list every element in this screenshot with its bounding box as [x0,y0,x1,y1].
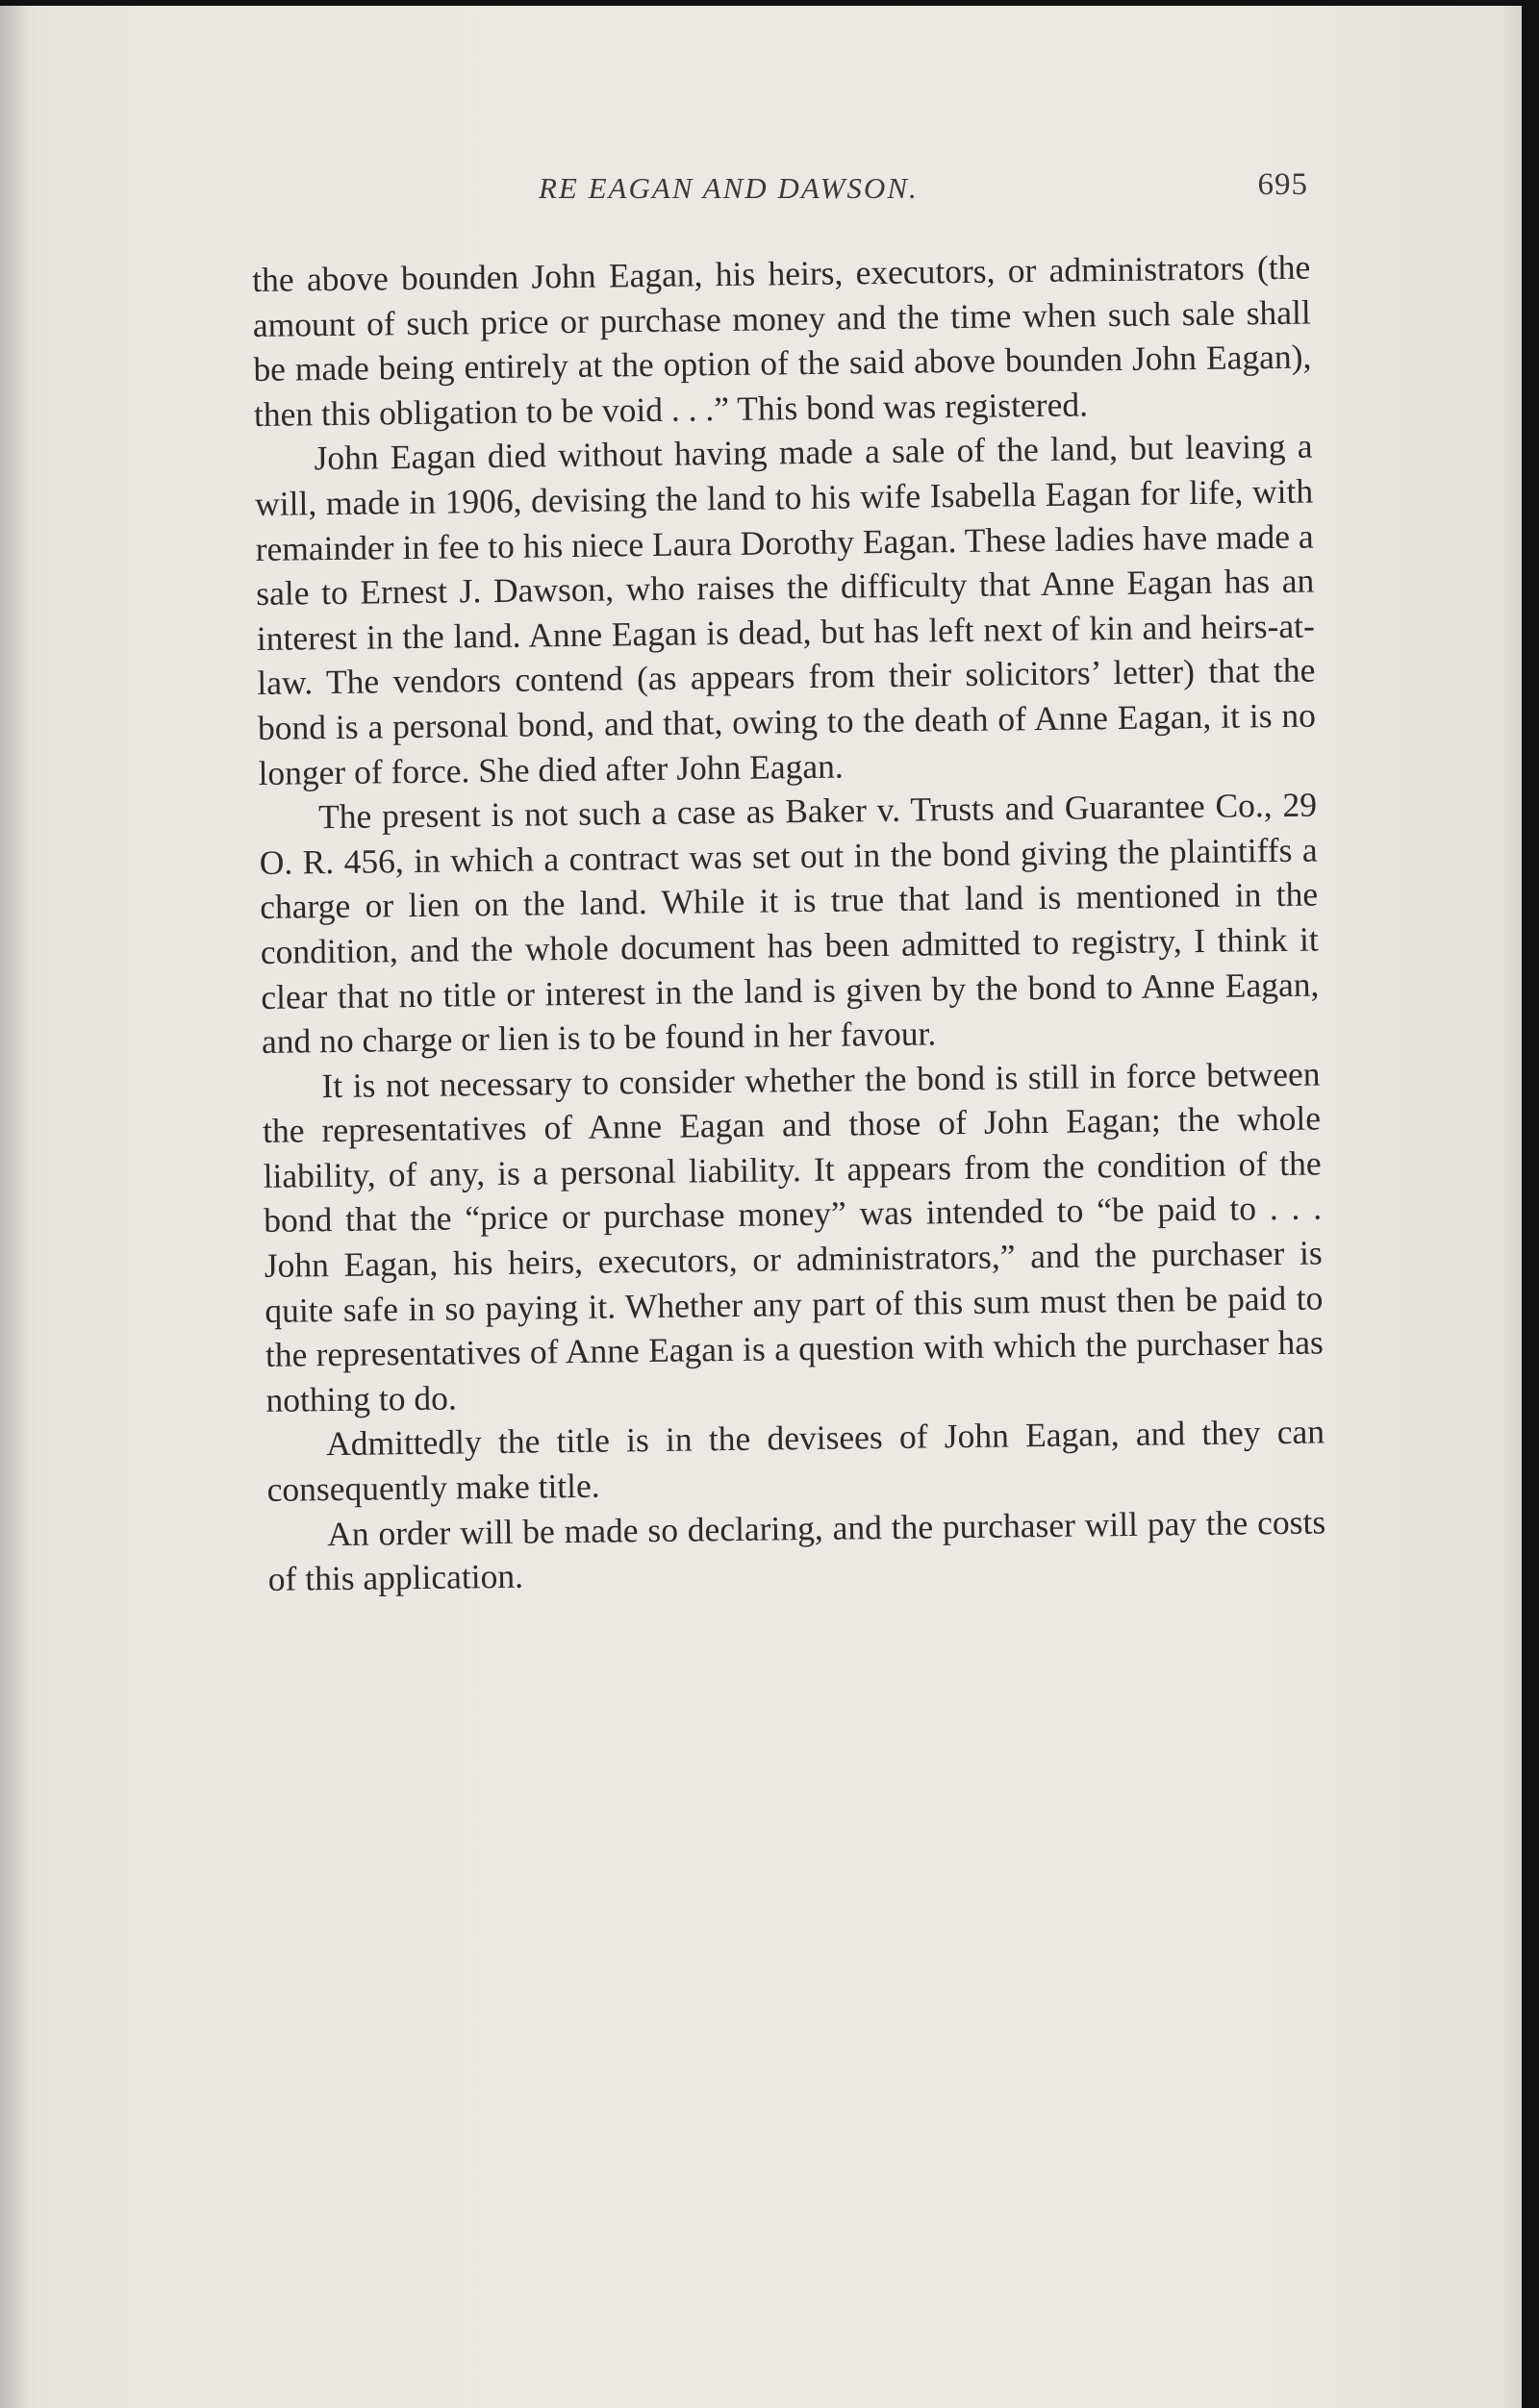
page-edge-shadow [0,6,29,2408]
paragraph-6: An order will be made so declaring, and the purchaser will pay the costs of this application. [267,1502,1326,1599]
running-head: RE EAGAN AND DAWSON. [539,171,919,205]
paragraph-5: Admittedly the title is in the devisees of John Eagan, and they can consequently make title. [266,1412,1325,1509]
paragraph-2: John Eagan died without having made a sale of the land, but leaving a will, made in 1906, devising the land to his wife Isabella Eagan for life, with remainder in fee to his niece Laura Dorothy Eagan. These ladies have made a sale to Ernest J. Dawson, who raises the difficulty that Anne Eagan has an interest in the land. Anne Eagan is dead, but has left next of kin and heirs-at-law. The vendors contend (as appears from their solicitors’ letter) that the bond is a personal bond, and that, owing to the death of Anne Eagan, it is no longer of force. She died after John Eagan. [254,426,1317,792]
paragraph-4: It is not necessary to consider whether the bond is still in force between the representatives of Anne Eagan and those of John Eagan; the whole liability, of any, is a personal liability. It appears from the condition of the bond that the “price or purchase money” was intended to “be paid to . . . John Eagan, his heirs, executors, or administrators,” and the purchaser is quite safe in so paying it. Whether any part of this sum must then be paid to the representatives of Anne Eagan is a question with which the purchaser has nothing to do. [262,1054,1325,1419]
page-number: 695 [1257,167,1308,202]
book-page [0,6,1522,2408]
paragraph-3: The present is not such a case as Baker v. Trusts and Guarantee Co., 29 O. R. 456, in which a contract was set out in the bond giving the plaintiffs a charge or lien on the land. While it is true that land is mentioned in the condition, and the whole document has been admitted to registry, I think it clear that no title or interest in the land is given by the bond to Anne Eagan, and no charge or lien is to be found in her favour. [259,785,1320,1062]
paragraph-1: the above bounden John Eagan, his heirs, executors, or administrators (the amount of such price or purchase money and the time when such sale shall be made being entirely at the option of the said above bounden John Eagan), then this obligation to be void . . .” This bond was registered. [252,247,1312,434]
page-header [250,167,1308,219]
body-text [252,245,1326,1602]
